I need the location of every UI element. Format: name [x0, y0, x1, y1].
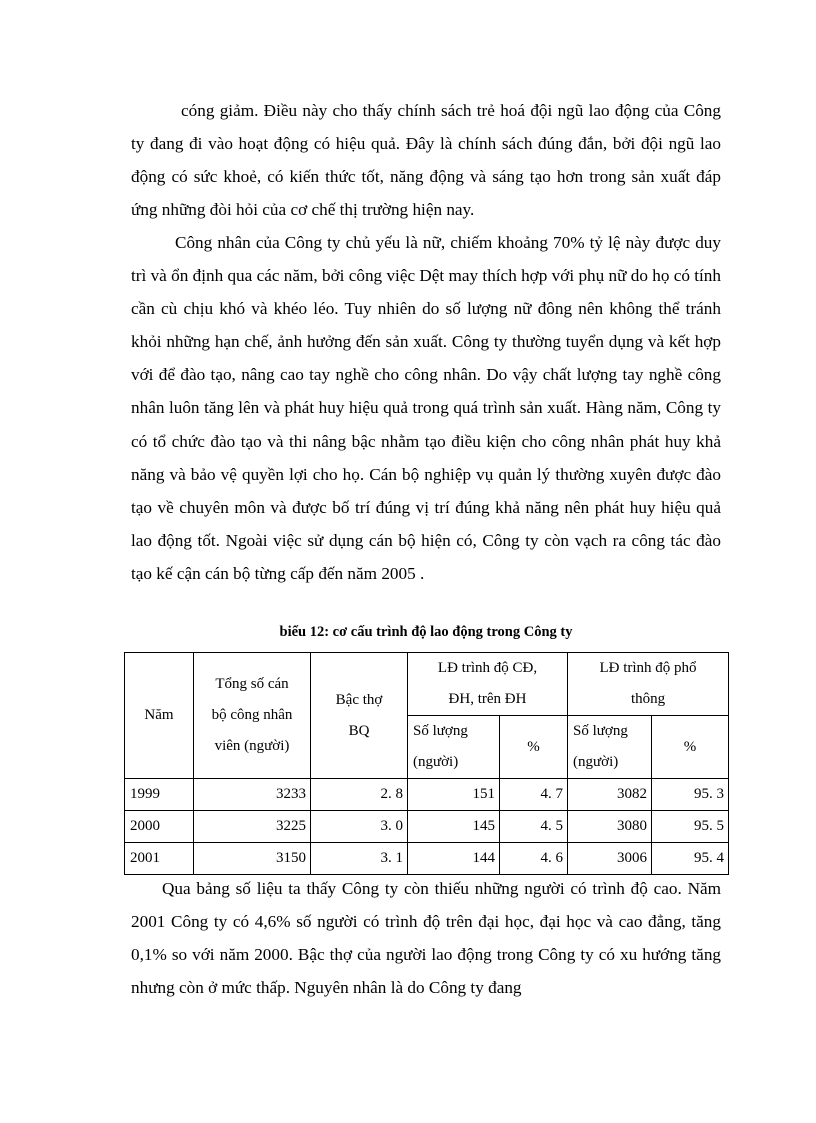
cell-year: 1999 — [125, 779, 194, 811]
cell-total: 3150 — [194, 843, 311, 875]
cell-grade: 3. 1 — [311, 843, 408, 875]
header-higher-education: LĐ trình độ CĐ, ĐH, trên ĐH — [408, 653, 568, 716]
paragraph-3: Qua bảng số liệu ta thấy Công ty còn thiếu những người có trình độ cao. Năm 2001 Công ty có 4,6% số người có trình độ trên đại học, đại học và cao đẳng, tăng 0,1% so với năm 2000. Bậc thợ của người lao động trong Công ty có xu hướng tăng nhưng còn ở mức thấp. Nguyên nhân là do Công ty đang — [131, 879, 721, 998]
cell-general-qty: 3006 — [568, 843, 652, 875]
cell-year: 2000 — [125, 811, 194, 843]
cell-total: 3225 — [194, 811, 311, 843]
table-row — [125, 843, 729, 875]
header-general-qty: Số lượng (người) — [568, 716, 652, 779]
cell-higher-pct: 4. 5 — [500, 811, 568, 843]
header-year: Năm — [125, 653, 194, 779]
table-caption: biểu 12: cơ cấu trình độ lao động trong Công ty — [279, 624, 573, 640]
header-higher-qty: Số lượng (người) — [408, 716, 500, 779]
paragraph-1: cóng giảm. Điều này cho thấy chính sách trẻ hoá đội ngũ lao động của Công ty đang đi vào hoạt động có hiệu quả. Đây là chính sách đúng đắn, bởi đội ngũ lao động có sức khoẻ, có kiến thức tốt, năng động và sáng tạo hơn trong sản xuất đáp ứng những đòi hỏi của cơ chế thị trường hiện nay. — [131, 101, 721, 220]
cell-grade: 2. 8 — [311, 779, 408, 811]
cell-general-qty: 3082 — [568, 779, 652, 811]
header-general-education: LĐ trình độ phổ thông — [568, 653, 729, 716]
cell-higher-pct: 4. 7 — [500, 779, 568, 811]
cell-higher-qty: 151 — [408, 779, 500, 811]
cell-higher-qty: 145 — [408, 811, 500, 843]
header-higher-pct: % — [500, 716, 568, 779]
header-row-1 — [125, 653, 729, 716]
cell-higher-pct: 4. 6 — [500, 843, 568, 875]
labor-structure-table — [124, 652, 729, 875]
paragraph-2: Công nhân của Công ty chủ yếu là nữ, chiếm khoảng 70% tỷ lệ này được duy trì và ổn định qua các năm, bởi công việc Dệt may thích hợp với phụ nữ do họ có tính cần cù chịu khó và khéo léo. Tuy nhiên do số lượng nữ đông nên không thể tránh khỏi những hạn chế, ảnh hưởng đến sản xuất. Công ty thường tuyển dụng và kết hợp với để đào tạo, nâng cao tay nghề cho công nhân. Do vậy chất lượng tay nghề công nhân luôn tăng lên và phát huy hiệu quả trong quá trình sản xuất. Hàng năm, Công ty có tổ chức đào tạo và thi nâng bậc nhằm tạo điều kiện cho công nhân phát huy khả năng và bảo vệ quyền lợi cho họ. Cán bộ nghiệp vụ quản lý thường xuyên được đào tạo về chuyên môn và được bố trí đúng vị trí đúng khả năng nên phát huy hiệu quả lao động tốt. Ngoài việc sử dụng cán bộ hiện có, Công ty còn vạch ra công tác đào tạo kế cận cán bộ từng cấp đến năm 2005 . — [131, 233, 721, 583]
cell-general-qty: 3080 — [568, 811, 652, 843]
header-avg-grade: Bậc thợ BQ — [311, 653, 408, 779]
cell-general-pct: 95. 5 — [652, 811, 729, 843]
cell-grade: 3. 0 — [311, 811, 408, 843]
table-row — [125, 779, 729, 811]
header-general-pct: % — [652, 716, 729, 779]
cell-general-pct: 95. 4 — [652, 843, 729, 875]
cell-general-pct: 95. 3 — [652, 779, 729, 811]
cell-total: 3233 — [194, 779, 311, 811]
table-row — [125, 811, 729, 843]
cell-year: 2001 — [125, 843, 194, 875]
cell-higher-qty: 144 — [408, 843, 500, 875]
header-total-staff: Tổng số cán bộ công nhân viên (người) — [194, 653, 311, 779]
